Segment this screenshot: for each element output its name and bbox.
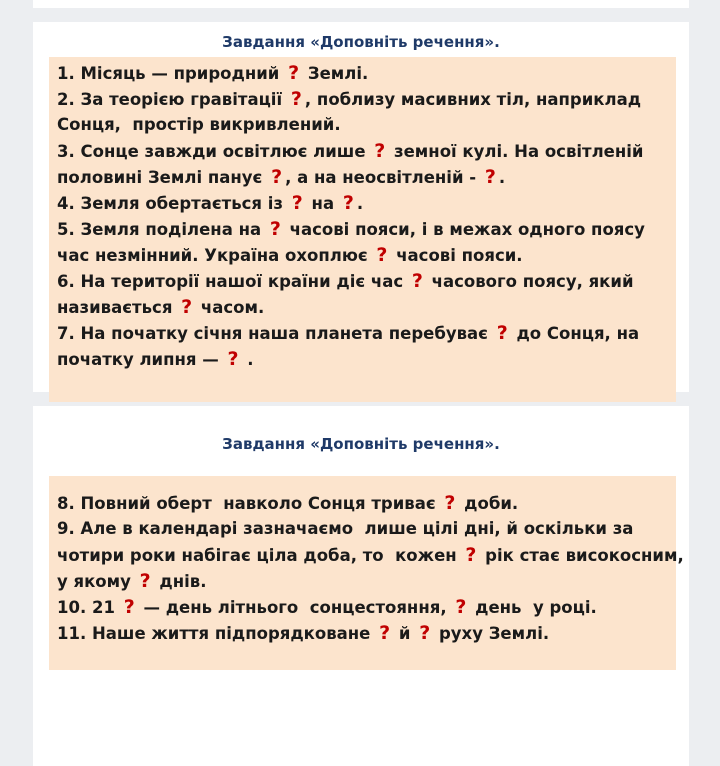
sentence-text: 11. Наше життя підпорядковане (57, 624, 377, 643)
sentence-text: 9. Але в календарі зазначаємо лише цілі дні, й оскільки за (57, 519, 634, 538)
sentence-text: часом. (195, 298, 265, 317)
sentence-line (57, 190, 676, 216)
sentences-box (49, 57, 676, 402)
sentence-text: й (393, 624, 417, 643)
sentence-text: до Сонця, на (510, 324, 640, 343)
sentence-line (57, 112, 676, 138)
sentence-line (57, 242, 676, 268)
blank-question-mark: ? (269, 218, 281, 240)
sentence-text: . (498, 168, 506, 187)
blank-question-mark: ? (465, 544, 477, 566)
sentence-text: 7. На початку січня наша планета перебуває (57, 324, 494, 343)
sentence-text: днів. (153, 572, 207, 591)
sentences-box (49, 476, 684, 670)
sentence-text: доби. (458, 494, 519, 513)
blank-question-mark: ? (376, 244, 388, 266)
sentence-text: Землі. (302, 64, 369, 83)
task-slide-2 (33, 406, 689, 766)
blank-question-mark: ? (379, 622, 391, 644)
sentence-text: чотири роки набігає ціла доба, то кожен (57, 546, 463, 565)
previous-slide-edge (33, 0, 689, 8)
sentence-text: 3. Сонце завжди освітлює лише (57, 142, 372, 161)
sentence-line (57, 164, 676, 190)
blank-question-mark: ? (139, 570, 151, 592)
sentence-line (57, 516, 676, 542)
blank-question-mark: ? (496, 322, 508, 344)
task-slide-1 (33, 22, 689, 392)
blank-question-mark: ? (181, 296, 193, 318)
sentence-text: часового поясу, який (425, 272, 634, 291)
sentence-text: часові пояси. (390, 246, 523, 265)
blank-question-mark: ? (288, 62, 300, 84)
sentence-text: . (241, 350, 254, 369)
sentence-text: час незмінний. Україна охоплює (57, 246, 374, 265)
sentence-text: 10. 21 (57, 598, 121, 617)
blank-question-mark: ? (411, 270, 423, 292)
blank-question-mark: ? (374, 140, 386, 162)
sentence-text: у якому (57, 572, 137, 591)
sentence-text: на (305, 194, 340, 213)
blank-question-mark: ? (484, 166, 496, 188)
sentence-text: день у році. (469, 598, 597, 617)
sentence-text: , поблизу масивних тіл, наприклад (304, 90, 642, 109)
sentence-line (57, 620, 676, 646)
sentence-text: руху Землі. (433, 624, 550, 643)
sentence-text: 1. Місяць — природний (57, 64, 286, 83)
sentence-line (57, 594, 676, 620)
sentence-text: часові пояси, і в межах одного поясу (283, 220, 645, 239)
sentence-text: 5. Земля поділена на (57, 220, 267, 239)
sentence-line (57, 268, 676, 294)
blank-question-mark: ? (290, 88, 302, 110)
sentence-text: 4. Земля обертається із (57, 194, 289, 213)
sentence-line (57, 294, 676, 320)
sentence-line (57, 346, 676, 372)
blank-question-mark: ? (291, 192, 303, 214)
blank-question-mark: ? (444, 492, 456, 514)
sentence-text: половині Землі панує (57, 168, 269, 187)
sentence-text: 2. За теорією гравітації (57, 90, 288, 109)
sentence-text: початку липня — (57, 350, 225, 369)
sentence-text: 8. Повний оберт навколо Сонця триває (57, 494, 442, 513)
sentence-text: — день літнього сонцестояння, (137, 598, 453, 617)
slide-title: Завдання «Доповніть речення». (222, 33, 500, 51)
sentence-line (57, 542, 684, 568)
sentence-text: рік стає високосним, (479, 546, 684, 565)
sentence-text: Сонця, простір викривлений. (57, 115, 341, 134)
blank-question-mark: ? (227, 348, 239, 370)
sentence-line (57, 320, 676, 346)
sentence-text: . (356, 194, 364, 213)
blank-question-mark: ? (419, 622, 431, 644)
sentence-line (57, 490, 676, 516)
blank-question-mark: ? (123, 596, 135, 618)
blank-question-mark: ? (342, 192, 354, 214)
sentence-line (57, 86, 676, 112)
slide-title: Завдання «Доповніть речення». (222, 435, 500, 453)
sentence-text: земної кулі. На освітленій (388, 142, 644, 161)
sentence-text: називається (57, 298, 179, 317)
sentence-line (57, 138, 676, 164)
sentence-text: 6. На території нашої країни діє час (57, 272, 409, 291)
blank-question-mark: ? (271, 166, 283, 188)
sentence-text: , а на неосвітленій - (285, 168, 482, 187)
sentence-line (57, 568, 676, 594)
sentence-line (57, 216, 676, 242)
blank-question-mark: ? (455, 596, 467, 618)
sentence-line (57, 60, 676, 86)
